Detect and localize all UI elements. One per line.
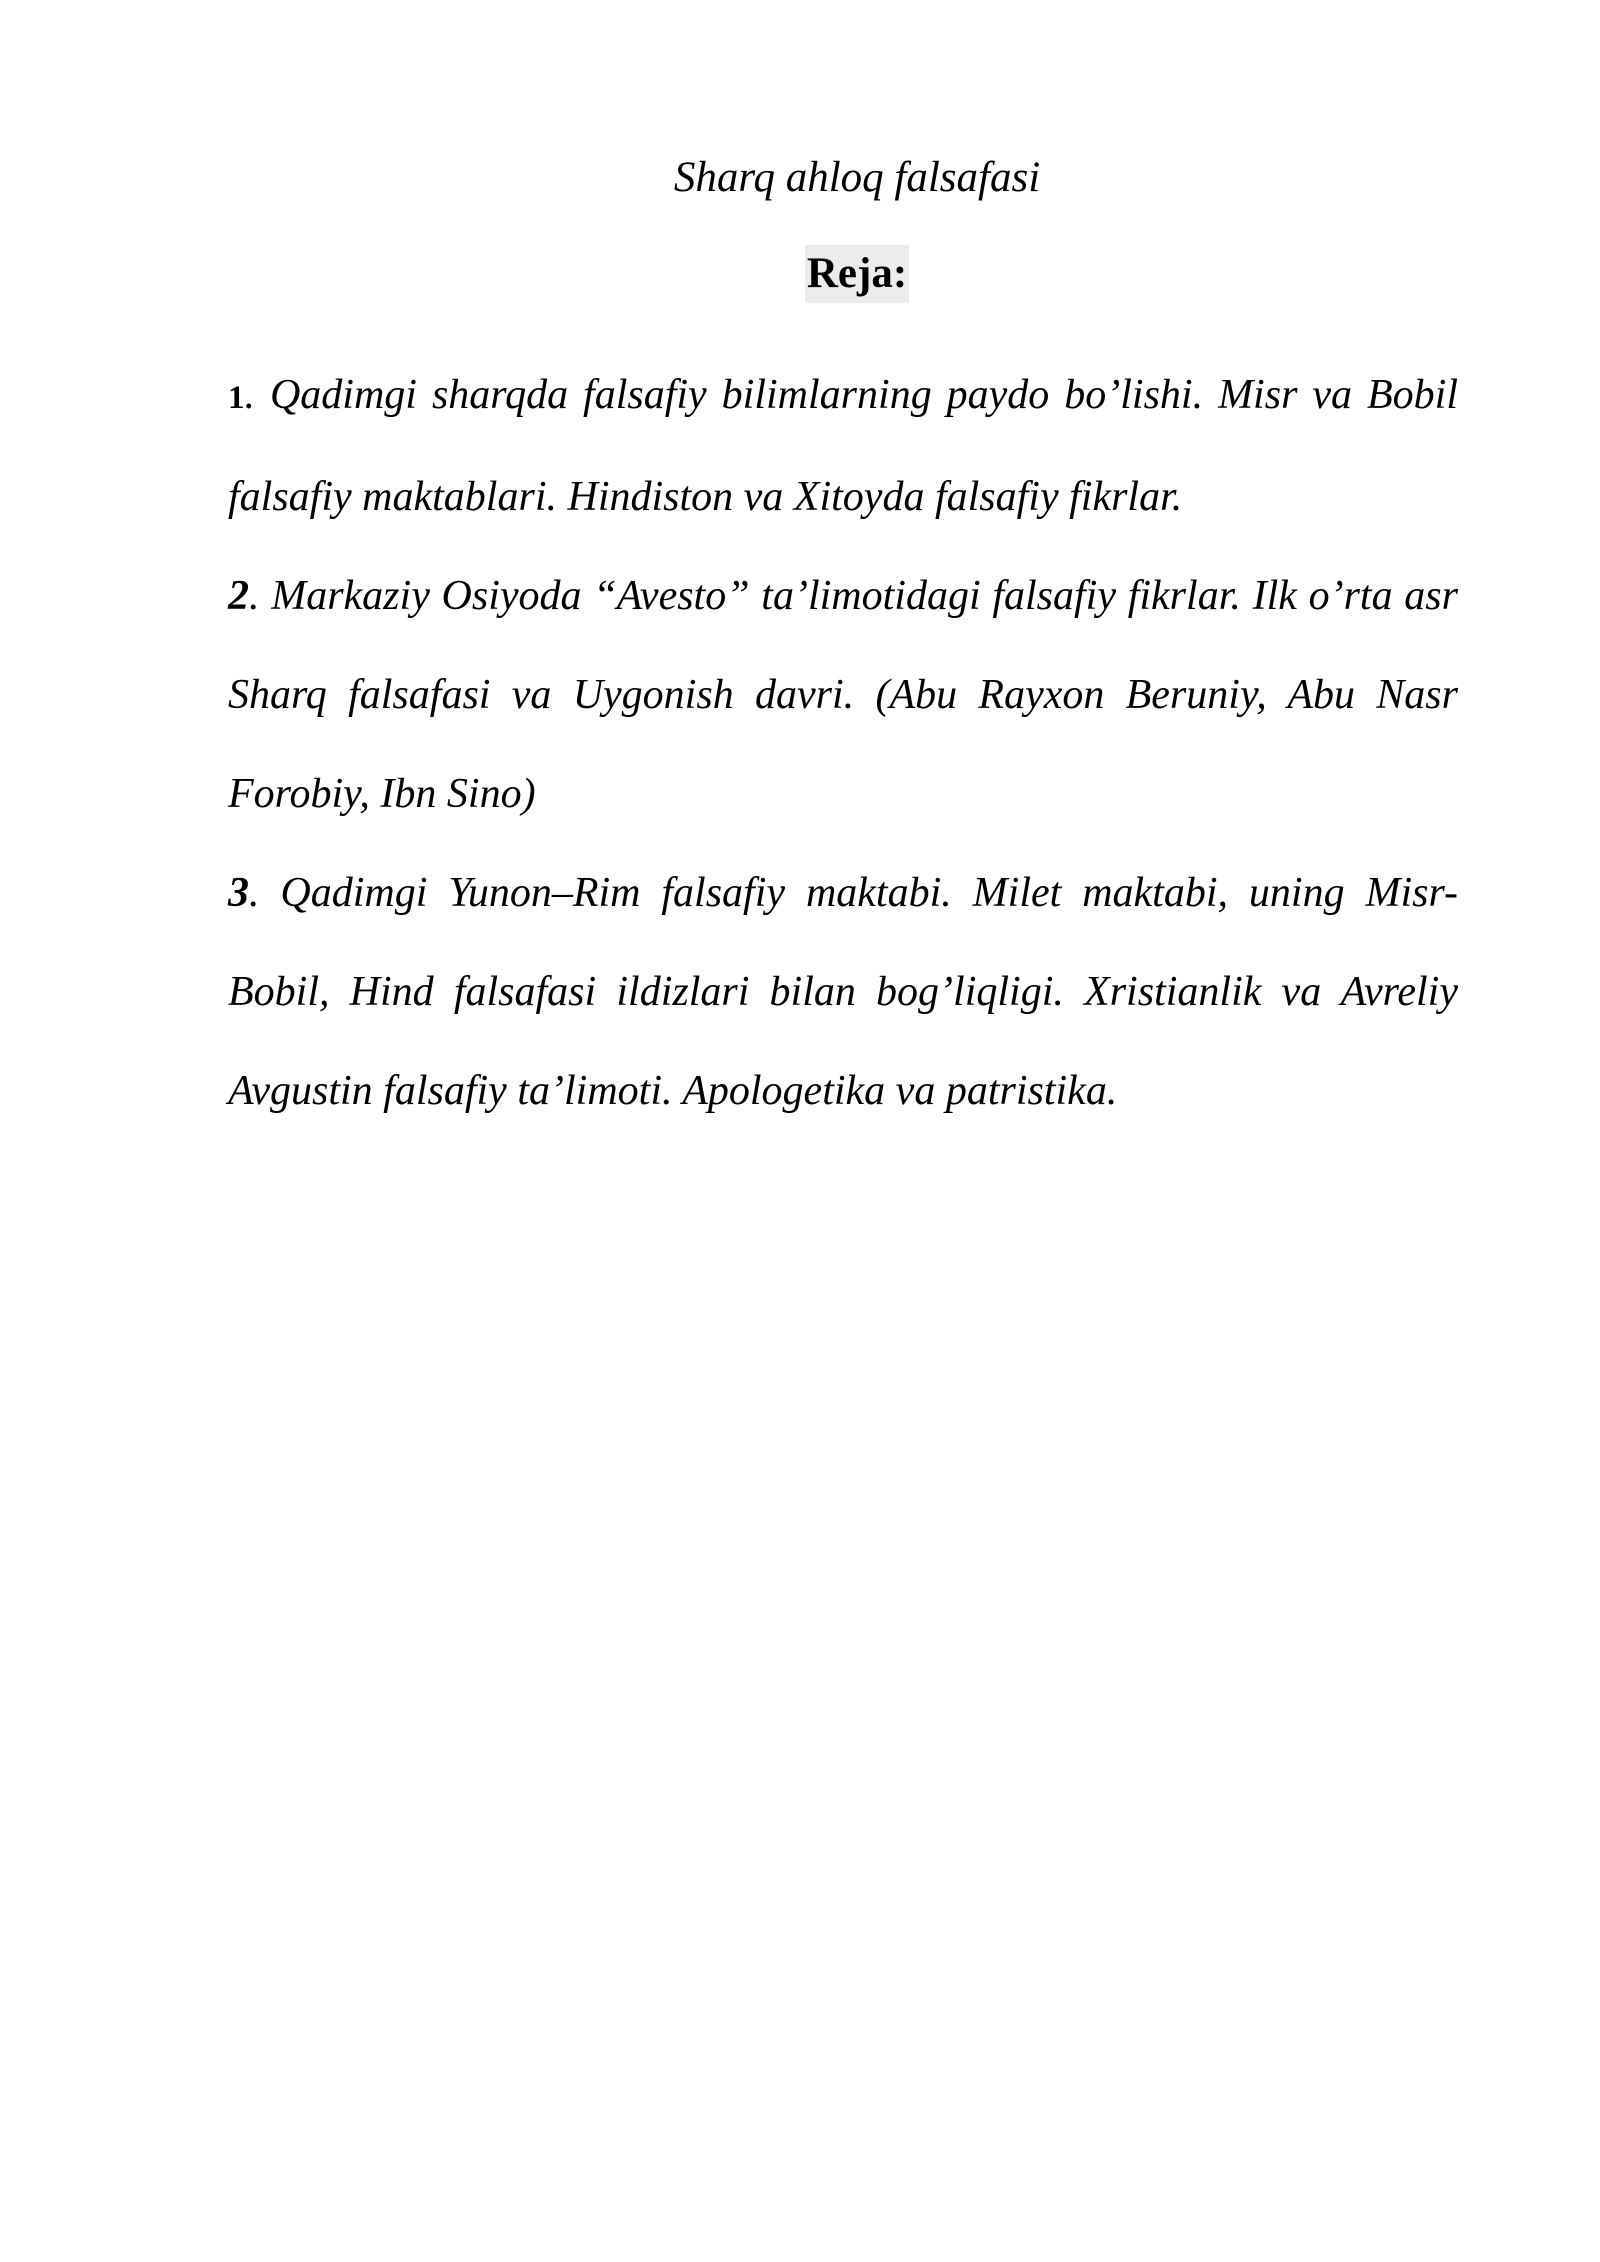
plan-heading: Reja: xyxy=(805,245,909,303)
plan-item-1 xyxy=(228,346,1458,547)
doc-subtitle: Sharq ahloq falsafasi xyxy=(673,154,1041,201)
plan-list xyxy=(228,346,1458,1141)
plan-item-number: 1 xyxy=(228,380,245,416)
plan-item-3 xyxy=(228,844,1458,1141)
plan-item-text: . Qadimgi sharqda falsafiy bilimlarning paydo bo’lishi. Misr va Bobil falsafiy maktablari. Hindiston va Xitoyda falsafiy fikrlar. xyxy=(228,372,1458,520)
plan-item-number: 3 xyxy=(228,870,249,916)
plan-item-number: 2 xyxy=(228,573,249,619)
plan-heading-row xyxy=(0,245,1600,313)
plan-item-2 xyxy=(228,547,1458,844)
plan-item-text: . Markaziy Osiyoda “Avesto” ta’limotidagi falsafiy fikrlar. Ilk o’rta asr Sharq falsafasi va Uygonish davri. (Abu Rayxon Beruniy, Abu Nasr Forobiy, Ibn Sino) xyxy=(228,573,1458,817)
plan-item-text: . Qadimgi Yunon–Rim falsafiy maktabi. Milet maktabi, uning Misr-Bobil, Hind falsafasi ildizlari bilan bog’liqligi. Xristianlik va Avreliy Avgustin falsafiy ta’limoti. Apologetika va patristika. xyxy=(228,870,1458,1114)
